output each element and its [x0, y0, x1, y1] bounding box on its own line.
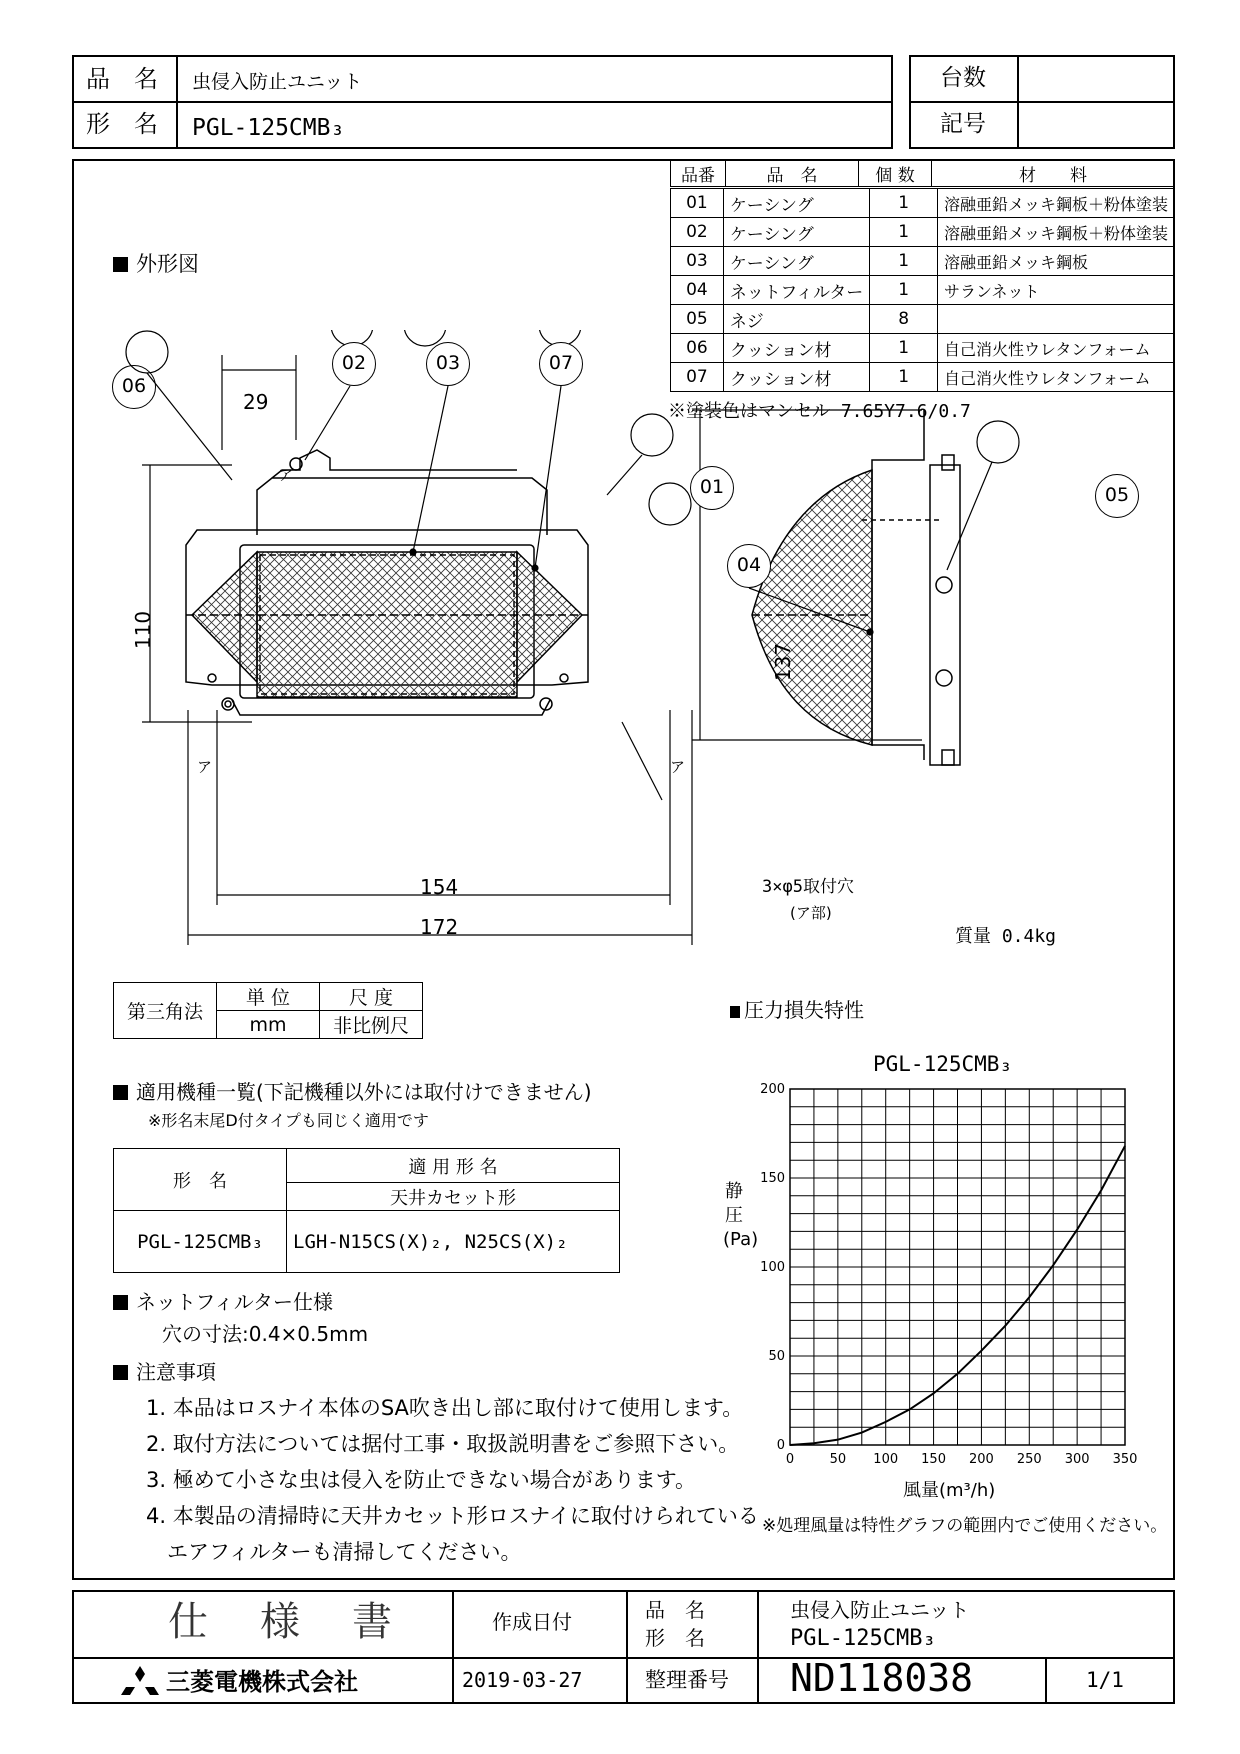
- applicable-table: [113, 1148, 620, 1273]
- footer-product-name: 虫侵入防止ユニット: [790, 1598, 970, 1622]
- footer-model: PGL-125CMB₃: [790, 1626, 936, 1651]
- part-qty: 1: [870, 334, 938, 363]
- part-material: サランネット: [937, 276, 1174, 305]
- applicable-title: [113, 1082, 592, 1102]
- note-2: 2. 取付方法については据付工事・取扱説明書をご参照下さい。: [146, 1432, 740, 1456]
- part-qty: 8: [870, 305, 938, 334]
- company: [118, 1666, 358, 1696]
- code-label: 記号: [940, 111, 986, 137]
- part-material: 溶融亜鉛メッキ鋼板＋粉体塗装: [937, 218, 1174, 247]
- part-no: 01: [671, 189, 724, 218]
- parts-header-material: 材 料: [932, 161, 1175, 187]
- footer-model-label: 形 名: [645, 1626, 705, 1650]
- model-label: 形 名: [86, 110, 158, 138]
- hole-note: 3×φ5取付穴: [762, 877, 854, 897]
- part-name: クッション材: [723, 363, 869, 392]
- note-3: 3. 極めて小さな虫は侵入を防止できない場合があります。: [146, 1468, 697, 1492]
- product-name-label: 品 名: [86, 65, 158, 93]
- dim-110: 110: [131, 610, 156, 650]
- part-name: ケーシング: [723, 218, 869, 247]
- part-material: 溶融亜鉛メッキ鋼板＋粉体塗装: [937, 189, 1174, 218]
- y-tick-label: 150: [760, 1171, 785, 1186]
- dim-137: 137: [771, 642, 796, 682]
- part-material: 溶融亜鉛メッキ鋼板: [937, 247, 1174, 276]
- x-tick-label: 250: [1016, 1452, 1042, 1467]
- part-no: 02: [671, 218, 724, 247]
- callout-07: 07: [539, 342, 583, 386]
- projection-table: [113, 982, 423, 1039]
- part-qty: 1: [870, 247, 938, 276]
- date: 2019-03-27: [462, 1668, 583, 1692]
- note-1: 1. 本品はロスナイ本体のSA吹き出し部に取付けて使用します。: [146, 1396, 744, 1420]
- dim-154: 154: [420, 875, 459, 899]
- callout-01: 01: [690, 466, 734, 510]
- part-name: ケーシング: [723, 247, 869, 276]
- applicable-title-text: 適用機種一覧(下記機種以外には取付けできません): [136, 1080, 592, 1104]
- footer-hline: [72, 1657, 1175, 1659]
- callout-06: 06: [112, 365, 156, 409]
- notes-title: [113, 1362, 216, 1382]
- product-name: 虫侵入防止ユニット: [192, 71, 363, 93]
- applicable-col-model: 形 名: [114, 1149, 287, 1211]
- footer-v4: [1045, 1657, 1047, 1704]
- count-label: 台数: [940, 65, 986, 91]
- part-no: 04: [671, 276, 724, 305]
- scale-value: 非比例尺: [320, 1011, 423, 1039]
- x-tick-label: 150: [921, 1452, 946, 1467]
- unit-value: mm: [217, 1011, 320, 1039]
- doc-title: 仕 様 書: [168, 1599, 398, 1645]
- notes-title-text: 注意事項: [136, 1360, 216, 1384]
- part-no: 03: [671, 247, 724, 276]
- pressure-section-title: [730, 1000, 864, 1020]
- note-5: エアフィルターも清掃してください。: [146, 1540, 522, 1564]
- mass: 質量 0.4kg: [955, 926, 1057, 947]
- y-tick-label: 100: [760, 1260, 785, 1275]
- callout-05: 05: [1095, 474, 1139, 518]
- chart-title: PGL-125CMB₃: [873, 1052, 1013, 1076]
- net-filter-title: [113, 1292, 333, 1312]
- part-no: 05: [671, 305, 724, 334]
- parts-header-name: 品 名: [726, 161, 859, 187]
- applicable-models: LGH-N15CS(X)₂, N25CS(X)₂: [287, 1211, 620, 1273]
- applicable-subnote: ※形名末尾D付タイプも同じく適用です: [148, 1111, 429, 1130]
- net-filter-title-text: ネットフィルター仕様: [136, 1290, 333, 1314]
- page-number: 1/1: [1086, 1668, 1124, 1692]
- footer-v1: [452, 1590, 454, 1704]
- footer-product-label: 品 名: [645, 1598, 705, 1622]
- drawing-title-text: 外形図: [136, 252, 199, 276]
- date-label: 作成日付: [492, 1610, 572, 1634]
- ref-label: 整理番号: [645, 1668, 729, 1692]
- chart-note: ※処理風量は特性グラフの範囲内でご使用ください。: [762, 1516, 1168, 1536]
- parts-header-no: 品番: [671, 161, 726, 187]
- part-no: 06: [671, 334, 724, 363]
- three-diamonds-logo: [118, 1666, 162, 1696]
- part-qty: 1: [870, 276, 938, 305]
- applicable-model: PGL-125CMB₃: [114, 1211, 287, 1273]
- part-qty: 1: [870, 189, 938, 218]
- x-tick-label: 200: [969, 1452, 994, 1467]
- dim-29: 29: [243, 390, 269, 414]
- part-name: クッション材: [723, 334, 869, 363]
- part-no: 07: [671, 363, 724, 392]
- x-tick-label: 0: [785, 1452, 795, 1467]
- part-qty: 1: [870, 218, 938, 247]
- mark-a-2: ア: [197, 758, 213, 776]
- square-bullet-icon: [730, 1006, 740, 1018]
- ref-number: ND118038: [790, 1656, 974, 1700]
- paint-note: ※塗装色はマンセル 7.65Y7.6/0.7: [668, 401, 971, 422]
- chart-ylabel: 静 圧 (Pa): [723, 1181, 759, 1250]
- y-tick-label: 0: [776, 1438, 785, 1453]
- net-filter-mesh: 穴の寸法:0.4×0.5mm: [162, 1322, 369, 1346]
- projection-method: 第三角法: [114, 983, 217, 1039]
- square-bullet-icon: [113, 1365, 128, 1380]
- part-material: 自己消火性ウレタンフォーム: [937, 334, 1174, 363]
- pressure-loss-chart: [760, 1075, 1140, 1475]
- x-tick-label: 350: [1112, 1452, 1138, 1467]
- mark-a-1: ア: [278, 466, 294, 484]
- part-name: ネットフィルター: [723, 276, 869, 305]
- hole-note-sub: (ア部): [790, 904, 832, 922]
- company-name: 三菱電機株式会社: [166, 1668, 358, 1696]
- applicable-col-type: 天井カセット形: [287, 1183, 620, 1211]
- dim-172: 172: [420, 915, 459, 939]
- callout-04: 04: [727, 544, 771, 588]
- x-tick-label: 50: [829, 1452, 847, 1467]
- unit-label: 単 位: [217, 983, 320, 1011]
- part-qty: 1: [870, 363, 938, 392]
- y-tick-label: 200: [760, 1082, 785, 1097]
- callout-03: 03: [426, 342, 470, 386]
- square-bullet-icon: [113, 1295, 128, 1310]
- applicable-col-applicable: 適 用 形 名: [287, 1149, 620, 1183]
- parts-header-qty: 個 数: [859, 161, 932, 187]
- mark-a-3: ア: [670, 758, 686, 776]
- part-material: 自己消火性ウレタンフォーム: [937, 363, 1174, 392]
- note-4: 4. 本製品の清掃時に天井カセット形ロスナイに取付けられている: [146, 1504, 759, 1528]
- callout-02: 02: [332, 342, 376, 386]
- model: PGL-125CMB₃: [192, 115, 345, 141]
- chart-xlabel: 風量(m³/h): [903, 1480, 996, 1501]
- part-name: ケーシング: [723, 189, 869, 218]
- footer-v3: [757, 1590, 759, 1704]
- y-tick-label: 50: [768, 1349, 785, 1364]
- square-bullet-icon: [113, 1085, 128, 1100]
- x-tick-label: 100: [873, 1452, 899, 1467]
- x-tick-label: 300: [1064, 1452, 1090, 1467]
- footer-v2: [626, 1590, 628, 1704]
- part-name: ネジ: [723, 305, 869, 334]
- pressure-section-title-text: 圧力損失特性: [744, 998, 864, 1022]
- scale-label: 尺 度: [320, 983, 423, 1011]
